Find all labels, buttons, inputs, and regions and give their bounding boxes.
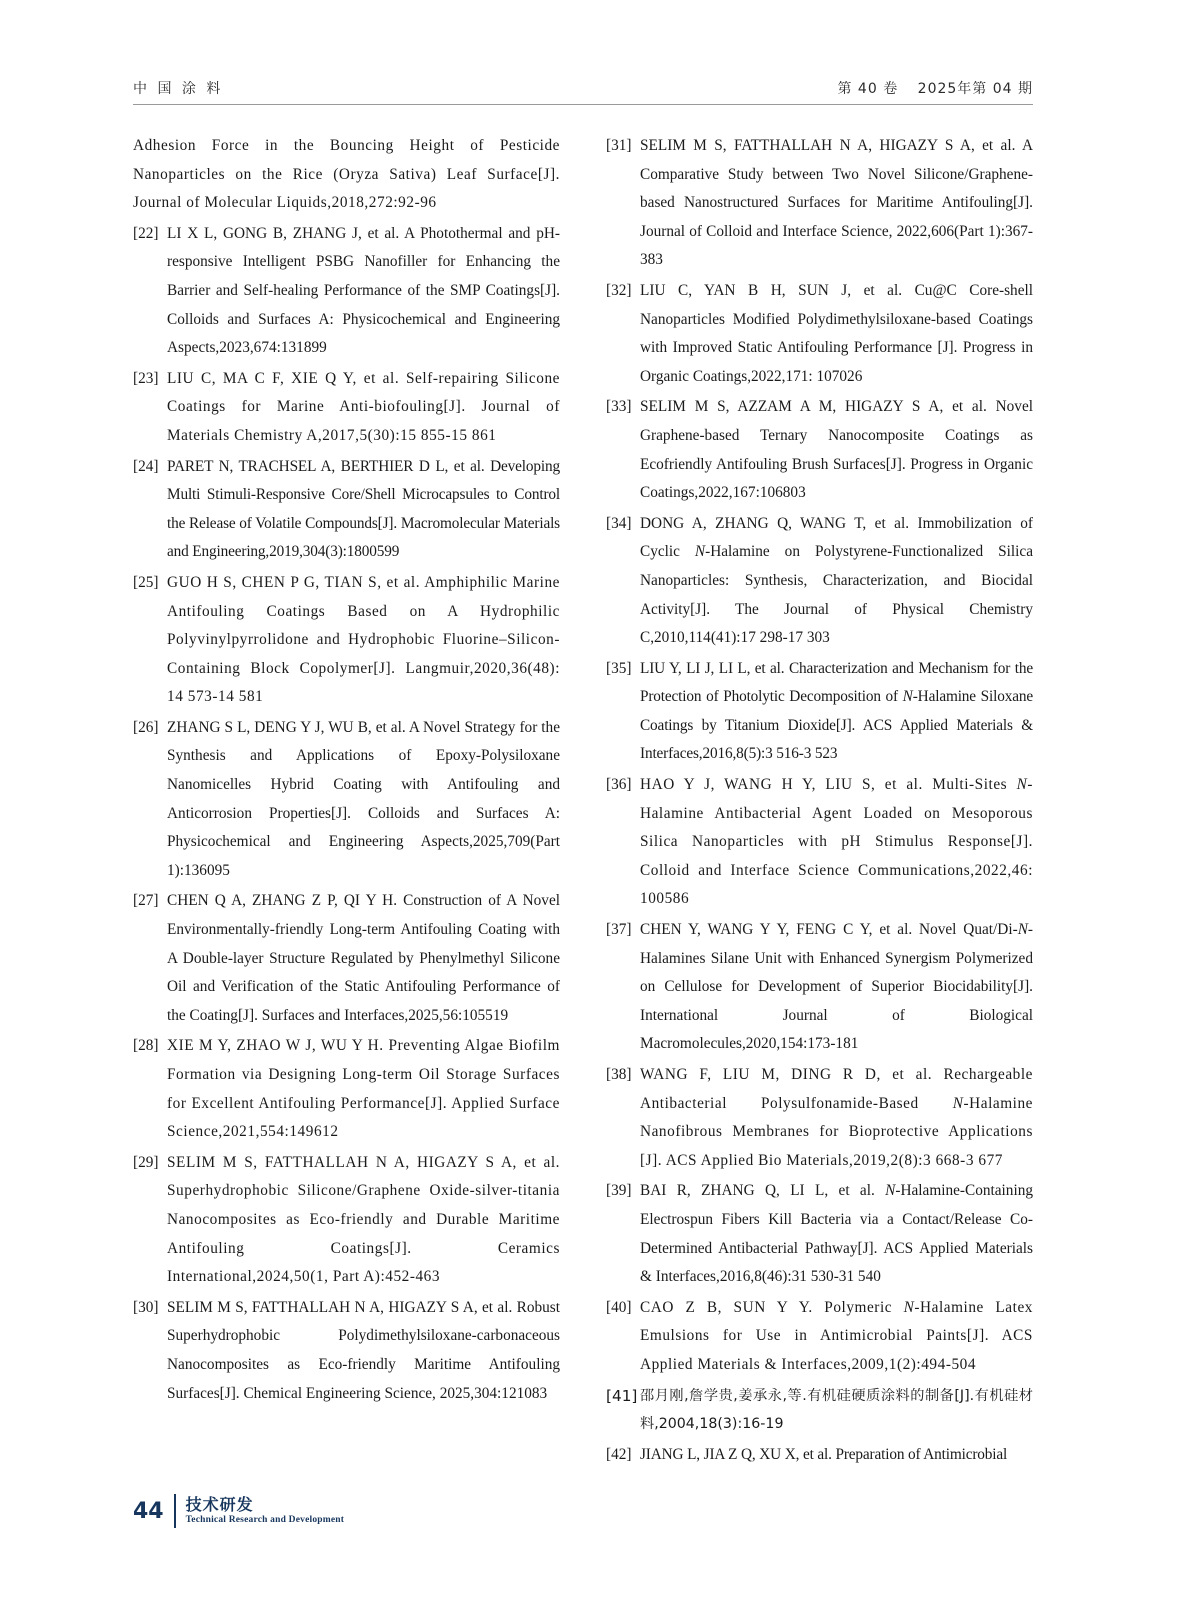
reference-item (606, 1294, 1033, 1380)
reference-item (133, 453, 560, 567)
reference-text: 邵月刚,詹学贵,姜承永,等.有机硅硬质涂料的制备[J].有机硅材料,2004,18(3):16-19 (640, 1387, 1033, 1433)
reference-number: [35] (606, 659, 632, 677)
reference-item (606, 771, 1033, 914)
reference-number: [32] (606, 281, 632, 299)
reference-number: [25] (133, 573, 159, 591)
section-label-en: Technical Research and Development (185, 1514, 345, 1525)
reference-item (606, 1382, 1033, 1439)
reference-item (133, 1032, 560, 1146)
reference-item (606, 916, 1033, 1059)
reference-item (606, 132, 1033, 275)
reference-text: XIE M Y, ZHAO W J, WU Y H. Preventing Algae Biofilm Formation via Designing Long-term Oil Storage Surfaces for Excellent Antifouling Performance[J]. Applied Surface Science,2021,554:149612 (167, 1037, 560, 1141)
reference-text: HAO Y J, WANG H Y, LIU S, et al. Multi-Sites N-Halamine Antibacterial Agent Loaded on Mesoporous Silica Nanoparticles with pH Stimulus Response[J]. Colloid and Interface Science Communications,2022,46: 100586 (640, 776, 1033, 908)
reference-text: SELIM M S, FATTHALLAH N A, HIGAZY S A, et al. Robust Superhydrophobic Polydimethylsiloxane-carbonaceous Nanocomposites as Eco-friendly Maritime Antifouling Surfaces[J]. Chemical Engineering Science, 2025,304:121083 (167, 1298, 560, 1402)
reference-columns (133, 132, 1033, 1471)
footer-section (186, 1496, 345, 1525)
reference-item (133, 569, 560, 712)
reference-text: Adhesion Force in the Bouncing Height of Pesticide Nanoparticles on the Rice (Oryza Sativa) Leaf Surface[J]. Journal of Molecular Liquids,2018,272:92-96 (133, 137, 560, 212)
reference-number: [33] (606, 398, 632, 416)
reference-text: CHEN Q A, ZHANG Z P, QI Y H. Construction of A Novel Environmentally-friendly Long-term Antifouling Coating with A Double-layer Structure Regulated by Phenylmethyl Silicone Oil and Verification of the Static Antifouling Performance of the Coating[J]. Surfaces and Interfaces,2025,56:105519 (167, 892, 560, 1024)
reference-number: [31] (606, 137, 632, 154)
reference-number: [30] (133, 1298, 159, 1316)
section-label-cn: 技术研发 (185, 1495, 254, 1515)
reference-text: LI X L, GONG B, ZHANG J, et al. A Photothermal and pH-responsive Intelligent PSBG Nanofiller for Enhancing the Barrier and Self-healing Performance of the SMP Coatings[J]. Colloids and Surfaces A: Physicochemical and Engineering Aspects,2023,674:131899 (167, 224, 560, 357)
reference-text: SELIM M S, AZZAM A M, HIGAZY S A, et al. Novel Graphene-based Ternary Nanocomposite Coatings as Ecofriendly Antifouling Brush Surfaces[J]. Progress in Organic Coatings,2022,167:106803 (640, 398, 1033, 502)
reference-text: LIU C, MA C F, XIE Q Y, et al. Self-repairing Silicone Coatings for Marine Anti-biofouling[J]. Journal of Materials Chemistry A,2017,5(30):15 855-15 861 (167, 369, 560, 444)
header-divider (133, 104, 1033, 105)
reference-number: [24] (133, 457, 159, 475)
reference-number: [42] (606, 1445, 632, 1463)
reference-number: [22] (133, 224, 159, 242)
reference-text: JIANG L, JIA Z Q, XU X, et al. Preparation of Antimicrobial (640, 1445, 1008, 1463)
reference-item (133, 220, 560, 363)
reference-number: [26] (133, 718, 159, 736)
reference-number: [28] (133, 1037, 159, 1055)
reference-text: CHEN Y, WANG Y Y, FENG C Y, et al. Novel Quat/Di-N-Halamines Silane Unit with Enhanced Synergism Polymerized on Cellulose for Development of Superior Biocidability[J]. International Journal of Biological Macromolecules,2020,154:173-181 (640, 921, 1033, 1053)
reference-number: [23] (133, 369, 159, 387)
journal-name-cn: 中 国 涂 料 (133, 81, 224, 97)
reference-item (606, 510, 1033, 653)
reference-item (133, 1149, 560, 1292)
reference-number: [34] (606, 514, 632, 532)
issue-info (837, 78, 1033, 98)
reference-text: WANG F, LIU M, DING R D, et al. Rechargeable Antibacterial Polysulfonamide-Based N-Halamine Nanofibrous Membranes for Bioprotective Applications [J]. ACS Applied Bio Materials,2019,2(8):3 668-3 677 (640, 1066, 1033, 1169)
reference-item (133, 714, 560, 886)
reference-number: [40] (606, 1298, 632, 1316)
reference-text: BAI R, ZHANG Q, LI L, et al. N-Halamine-Containing Electrospun Fibers Kill Bacteria via a Contact/Release Co-Determined Antibacterial Pathway[J]. ACS Applied Materials & Interfaces,2016,8(46):31 530-31 540 (640, 1182, 1033, 1286)
reference-item (133, 132, 560, 218)
reference-text: GUO H S, CHEN P G, TIAN S, et al. Amphiphilic Marine Antifouling Coatings Based on A Hydrophilic Polyvinylpyrrolidone and Hydrophobic Fluorine–Silicon-Containing Block Copolymer[J]. Langmuir,2020,36(48): 14 573-14 581 (167, 573, 560, 706)
reference-text: LIU Y, LI J, LI L, et al. Characterization and Mechanism for the Protection of Photolytic Decomposition of N-Halamine Siloxane Coatings by Titanium Dioxide[J]. ACS Applied Materials & Interfaces,2016,8(5):3 516-3 523 (640, 659, 1033, 763)
reference-text: CAO Z B, SUN Y Y. Polymeric N-Halamine Latex Emulsions for Use in Antimicrobial Paints[J]. ACS Applied Materials & Interfaces,2009,1(2):494-504 (640, 1298, 1033, 1373)
reference-text: LIU C, YAN B H, SUN J, et al. Cu@C Core-shell Nanoparticles Modified Polydimethylsiloxane-based Coatings with Improved Static Antifouling Performance [J]. Progress in Organic Coatings,2022,171: 107026 (640, 281, 1033, 385)
reference-item (606, 393, 1033, 507)
reference-item (133, 365, 560, 451)
footer-divider (174, 1494, 176, 1528)
page-footer (133, 1494, 344, 1528)
reference-item (606, 1061, 1033, 1175)
reference-number: [37] (606, 921, 632, 939)
reference-number: [29] (133, 1153, 159, 1171)
reference-text: SELIM M S, FATTHALLAH N A, HIGAZY S A, et al. A Comparative Study between Two Novel Silicone/Graphene-based Nanostructured Surfaces for Maritime Antifouling[J]. Journal of Colloid and Interface Science, 2022,606(Part 1):367-383 (640, 137, 1033, 269)
reference-number: [39] (606, 1182, 632, 1200)
reference-item (133, 1294, 560, 1408)
page-header (133, 78, 1033, 98)
reference-number: [38] (606, 1066, 632, 1083)
page-number: 44 (133, 1498, 164, 1524)
reference-number: [27] (133, 892, 159, 910)
reference-item (606, 655, 1033, 769)
reference-number: [41] (606, 1386, 638, 1405)
left-column (133, 132, 560, 1471)
reference-item (133, 887, 560, 1030)
volume-label: 第 40 卷 (837, 81, 899, 97)
reference-item (606, 277, 1033, 391)
reference-text: DONG A, ZHANG Q, WANG T, et al. Immobilization of Cyclic N-Halamine on Polystyrene-Functionalized Silica Nanoparticles: Synthesis, Characterization, and Biocidal Activity[J]. The Journal of Physical Chemistry C,2010,114(41):17 298-17 303 (640, 514, 1033, 647)
reference-text: PARET N, TRACHSEL A, BERTHIER D L, et al. Developing Multi Stimuli-Responsive Core/Shell Microcapsules to Control the Release of Volatile Compounds[J]. Macromolecular Materials and Engineering,2019,304(3):1800599 (167, 457, 560, 561)
reference-text: SELIM M S, FATTHALLAH N A, HIGAZY S A, et al. Superhydrophobic Silicone/Graphene Oxide-silver-titania Nanocomposites as Eco-friendly and Durable Maritime Antifouling Coatings[J]. Ceramics International,2024,50(1, Part A):452-463 (167, 1153, 560, 1286)
issue-label: 2025年第 04 期 (917, 81, 1033, 97)
reference-item (606, 1177, 1033, 1291)
reference-number: [36] (606, 776, 632, 794)
reference-item (606, 1441, 1033, 1470)
reference-text: ZHANG S L, DENG Y J, WU B, et al. A Novel Strategy for the Synthesis and Applications of Epoxy-Polysiloxane Nanomicelles Hybrid Coating with Antifouling and Anticorrosion Properties[J]. Colloids and Surfaces A: Physicochemical and Engineering Aspects,2025,709(Part 1):136095 (167, 718, 560, 879)
right-column (606, 132, 1033, 1471)
